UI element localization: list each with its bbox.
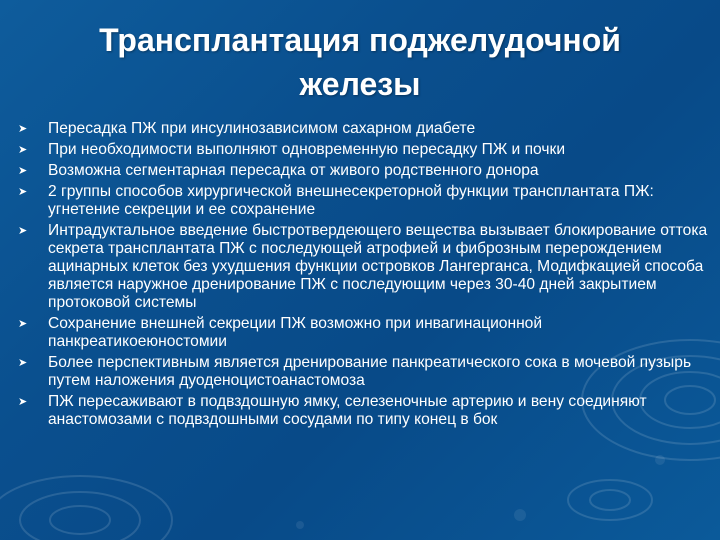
bullet-item bbox=[18, 183, 718, 219]
bullet-text: Возможна сегментарная пересадка от живого родственного донора bbox=[48, 162, 539, 179]
arrowhead-bullet-icon: ➤ bbox=[18, 318, 28, 330]
bullet-item bbox=[18, 315, 718, 351]
bullet-text: Интрадуктальное введение быстротвердеющего вещества вызывает блокирование оттока секрета трансплантата ПЖ с последующей атрофией и фиброзным перерождением ацинарных клеток без ухудшения функции островков Лангерганса, Модифкацией способа является наружное дренирование ПЖ с последующим через 30-40 дней закрытием протоковой системы bbox=[48, 222, 708, 311]
bullet-text: Сохранение внешней секреции ПЖ возможно при инвагинационной панкреатикоеюностомии bbox=[48, 315, 543, 350]
arrowhead-bullet-icon: ➤ bbox=[18, 123, 28, 135]
slide-title-line-2: железы bbox=[299, 66, 421, 102]
bullet-text: При необходимости выполняют одновременную пересадку ПЖ и почки bbox=[48, 141, 566, 158]
bullet-item bbox=[18, 354, 718, 390]
bullet-item bbox=[18, 222, 718, 312]
bullet-item bbox=[18, 393, 718, 429]
arrowhead-bullet-icon: ➤ bbox=[18, 144, 28, 156]
bullet-text: Пересадка ПЖ при инсулинозависимом сахарном диабете bbox=[48, 120, 476, 137]
arrowhead-bullet-icon: ➤ bbox=[18, 357, 28, 369]
bullet-text: Более перспективным является дренирование панкреатического сока в мочевой пузырь путем наложения дуоденоцистоанастомоза bbox=[48, 354, 692, 389]
bullet-text: ПЖ пересаживают в подвздошную ямку, селезеночные артерию и вену соединяют анастомозами с подвздошными сосудами по типу конец в бок bbox=[48, 393, 647, 428]
slide-title bbox=[40, 18, 680, 106]
bullet-item bbox=[18, 141, 718, 159]
bullet-item bbox=[18, 120, 718, 138]
bullet-text: 2 группы способов хирургической внешнесекреторной функции трансплантата ПЖ: угнетение секреции и ее сохранение bbox=[48, 183, 654, 218]
arrowhead-bullet-icon: ➤ bbox=[18, 225, 28, 237]
bullet-item bbox=[18, 162, 718, 180]
arrowhead-bullet-icon: ➤ bbox=[18, 165, 28, 177]
arrowhead-bullet-icon: ➤ bbox=[18, 396, 28, 408]
bullet-list bbox=[18, 120, 718, 432]
slide-title-line-1: Трансплантация поджелудочной bbox=[99, 22, 621, 58]
arrowhead-bullet-icon: ➤ bbox=[18, 186, 28, 198]
